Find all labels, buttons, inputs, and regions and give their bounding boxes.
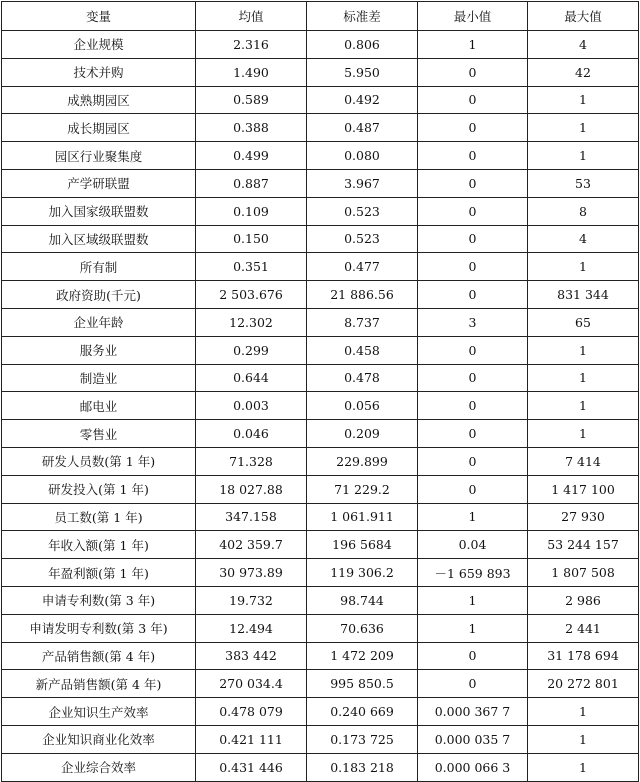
cell-variable: 邮电业	[2, 392, 196, 420]
cell-variable: 成熟期园区	[2, 86, 196, 114]
cell-max: 1 807 508	[528, 559, 639, 587]
table-body	[2, 31, 639, 782]
cell-variable: 产学研联盟	[2, 169, 196, 197]
cell-max: 53	[528, 169, 639, 197]
cell-std-dev: 3.967	[307, 169, 418, 197]
table-row	[2, 86, 639, 114]
table-row	[2, 364, 639, 392]
cell-mean: 402 359.7	[196, 531, 307, 559]
table-row	[2, 142, 639, 170]
cell-std-dev: 229.899	[307, 447, 418, 475]
cell-max: 2 441	[528, 614, 639, 642]
cell-mean: 2.316	[196, 31, 307, 59]
cell-std-dev: 5.950	[307, 58, 418, 86]
cell-variable: 加入区域级联盟数	[2, 225, 196, 253]
cell-variable: 园区行业聚集度	[2, 142, 196, 170]
cell-min: 0	[418, 642, 528, 670]
cell-variable: 企业综合效率	[2, 753, 196, 781]
cell-max: 1 417 100	[528, 475, 639, 503]
cell-min: 0.000 066 3	[418, 753, 528, 781]
cell-variable: 零售业	[2, 420, 196, 448]
table-row	[2, 197, 639, 225]
cell-max: 1	[528, 725, 639, 753]
table-row	[2, 670, 639, 698]
cell-mean: 0.003	[196, 392, 307, 420]
cell-max: 831 344	[528, 281, 639, 309]
cell-variable: 研发投入(第 1 年)	[2, 475, 196, 503]
cell-max: 4	[528, 225, 639, 253]
table-row	[2, 392, 639, 420]
cell-mean: 18 027.88	[196, 475, 307, 503]
cell-mean: 12.302	[196, 308, 307, 336]
cell-mean: 0.046	[196, 420, 307, 448]
cell-variable: 所有制	[2, 253, 196, 281]
cell-std-dev: 1 472 209	[307, 642, 418, 670]
table-row	[2, 614, 639, 642]
table-row	[2, 475, 639, 503]
cell-mean: 71.328	[196, 447, 307, 475]
cell-max: 53 244 157	[528, 531, 639, 559]
table-row	[2, 253, 639, 281]
cell-mean: 0.478 079	[196, 698, 307, 726]
cell-max: 31 178 694	[528, 642, 639, 670]
cell-min: 0	[418, 169, 528, 197]
cell-variable: 加入国家级联盟数	[2, 197, 196, 225]
cell-std-dev: 8.737	[307, 308, 418, 336]
table-row	[2, 336, 639, 364]
cell-std-dev: 0.478	[307, 364, 418, 392]
cell-min: 0	[418, 253, 528, 281]
cell-mean: 0.421 111	[196, 725, 307, 753]
table-row	[2, 531, 639, 559]
cell-variable: 年收入额(第 1 年)	[2, 531, 196, 559]
cell-max: 42	[528, 58, 639, 86]
cell-mean: 0.644	[196, 364, 307, 392]
cell-min: 3	[418, 308, 528, 336]
cell-max: 1	[528, 420, 639, 448]
cell-max: 1	[528, 336, 639, 364]
cell-min: 1	[418, 586, 528, 614]
cell-variable: 服务业	[2, 336, 196, 364]
table-row	[2, 753, 639, 781]
cell-mean: 0.109	[196, 197, 307, 225]
table-row	[2, 58, 639, 86]
table-row	[2, 169, 639, 197]
cell-min: 0.000 035 7	[418, 725, 528, 753]
table-row	[2, 725, 639, 753]
cell-min: 1	[418, 503, 528, 531]
cell-variable: 员工数(第 1 年)	[2, 503, 196, 531]
cell-max: 65	[528, 308, 639, 336]
cell-min: 0	[418, 475, 528, 503]
cell-min: 0	[418, 420, 528, 448]
cell-std-dev: 0.173 725	[307, 725, 418, 753]
cell-std-dev: 119 306.2	[307, 559, 418, 587]
cell-min: 0	[418, 114, 528, 142]
cell-min: 0	[418, 86, 528, 114]
cell-min: 0.000 367 7	[418, 698, 528, 726]
cell-std-dev: 0.487	[307, 114, 418, 142]
cell-min: 0	[418, 447, 528, 475]
cell-std-dev: 0.240 669	[307, 698, 418, 726]
cell-mean: 2 503.676	[196, 281, 307, 309]
cell-max: 7 414	[528, 447, 639, 475]
cell-std-dev: 21 886.56	[307, 281, 418, 309]
header-min: 最小值	[418, 2, 528, 31]
cell-min: 0	[418, 197, 528, 225]
cell-max: 1	[528, 753, 639, 781]
cell-mean: 0.589	[196, 86, 307, 114]
cell-mean: 0.150	[196, 225, 307, 253]
cell-mean: 0.351	[196, 253, 307, 281]
cell-min: 0.04	[418, 531, 528, 559]
table-row	[2, 447, 639, 475]
cell-mean: 347.158	[196, 503, 307, 531]
cell-min: －1 659 893	[418, 559, 528, 587]
cell-max: 1	[528, 86, 639, 114]
cell-variable: 年盈利额(第 1 年)	[2, 559, 196, 587]
cell-std-dev: 0.056	[307, 392, 418, 420]
cell-variable: 成长期园区	[2, 114, 196, 142]
cell-mean: 0.431 446	[196, 753, 307, 781]
cell-std-dev: 0.209	[307, 420, 418, 448]
cell-min: 1	[418, 614, 528, 642]
header-row	[2, 2, 639, 31]
cell-variable: 申请专利数(第 3 年)	[2, 586, 196, 614]
cell-min: 0	[418, 336, 528, 364]
cell-std-dev: 0.523	[307, 197, 418, 225]
cell-max: 27 930	[528, 503, 639, 531]
cell-variable: 产品销售额(第 4 年)	[2, 642, 196, 670]
table-row	[2, 308, 639, 336]
cell-mean: 12.494	[196, 614, 307, 642]
cell-min: 0	[418, 364, 528, 392]
cell-std-dev: 0.080	[307, 142, 418, 170]
table-row	[2, 642, 639, 670]
table-row	[2, 420, 639, 448]
cell-std-dev: 0.806	[307, 31, 418, 59]
cell-std-dev: 995 850.5	[307, 670, 418, 698]
header-std-dev: 标准差	[307, 2, 418, 31]
cell-mean: 0.499	[196, 142, 307, 170]
table-row	[2, 281, 639, 309]
table-row	[2, 225, 639, 253]
cell-variable: 政府资助(千元)	[2, 281, 196, 309]
table-row	[2, 503, 639, 531]
cell-variable: 企业知识商业化效率	[2, 725, 196, 753]
cell-max: 1	[528, 142, 639, 170]
cell-min: 1	[418, 31, 528, 59]
cell-mean: 30 973.89	[196, 559, 307, 587]
cell-mean: 0.388	[196, 114, 307, 142]
table-row	[2, 698, 639, 726]
cell-variable: 企业知识生产效率	[2, 698, 196, 726]
cell-std-dev: 196 5684	[307, 531, 418, 559]
cell-variable: 技术并购	[2, 58, 196, 86]
cell-max: 1	[528, 364, 639, 392]
cell-mean: 0.887	[196, 169, 307, 197]
cell-mean: 383 442	[196, 642, 307, 670]
cell-mean: 1.490	[196, 58, 307, 86]
cell-max: 1	[528, 253, 639, 281]
table-row	[2, 586, 639, 614]
cell-max: 8	[528, 197, 639, 225]
table-row	[2, 559, 639, 587]
cell-min: 0	[418, 392, 528, 420]
descriptive-statistics-table	[1, 1, 639, 782]
cell-std-dev: 98.744	[307, 586, 418, 614]
cell-min: 0	[418, 281, 528, 309]
cell-std-dev: 0.492	[307, 86, 418, 114]
cell-std-dev: 71 229.2	[307, 475, 418, 503]
cell-min: 0	[418, 670, 528, 698]
cell-min: 0	[418, 142, 528, 170]
cell-variable: 申请发明专利数(第 3 年)	[2, 614, 196, 642]
table-row	[2, 31, 639, 59]
cell-variable: 新产品销售额(第 4 年)	[2, 670, 196, 698]
cell-std-dev: 1 061.911	[307, 503, 418, 531]
cell-min: 0	[418, 225, 528, 253]
cell-variable: 企业规模	[2, 31, 196, 59]
cell-max: 2 986	[528, 586, 639, 614]
cell-mean: 19.732	[196, 586, 307, 614]
cell-min: 0	[418, 58, 528, 86]
cell-variable: 企业年龄	[2, 308, 196, 336]
cell-max: 1	[528, 392, 639, 420]
cell-variable: 制造业	[2, 364, 196, 392]
cell-std-dev: 0.523	[307, 225, 418, 253]
cell-std-dev: 0.477	[307, 253, 418, 281]
cell-std-dev: 0.458	[307, 336, 418, 364]
cell-std-dev: 70.636	[307, 614, 418, 642]
cell-max: 20 272 801	[528, 670, 639, 698]
cell-max: 4	[528, 31, 639, 59]
cell-mean: 0.299	[196, 336, 307, 364]
header-max: 最大值	[528, 2, 639, 31]
header-variable: 变量	[2, 2, 196, 31]
table-row	[2, 114, 639, 142]
header-mean: 均值	[196, 2, 307, 31]
cell-variable: 研发人员数(第 1 年)	[2, 447, 196, 475]
cell-std-dev: 0.183 218	[307, 753, 418, 781]
cell-max: 1	[528, 698, 639, 726]
cell-mean: 270 034.4	[196, 670, 307, 698]
cell-max: 1	[528, 114, 639, 142]
